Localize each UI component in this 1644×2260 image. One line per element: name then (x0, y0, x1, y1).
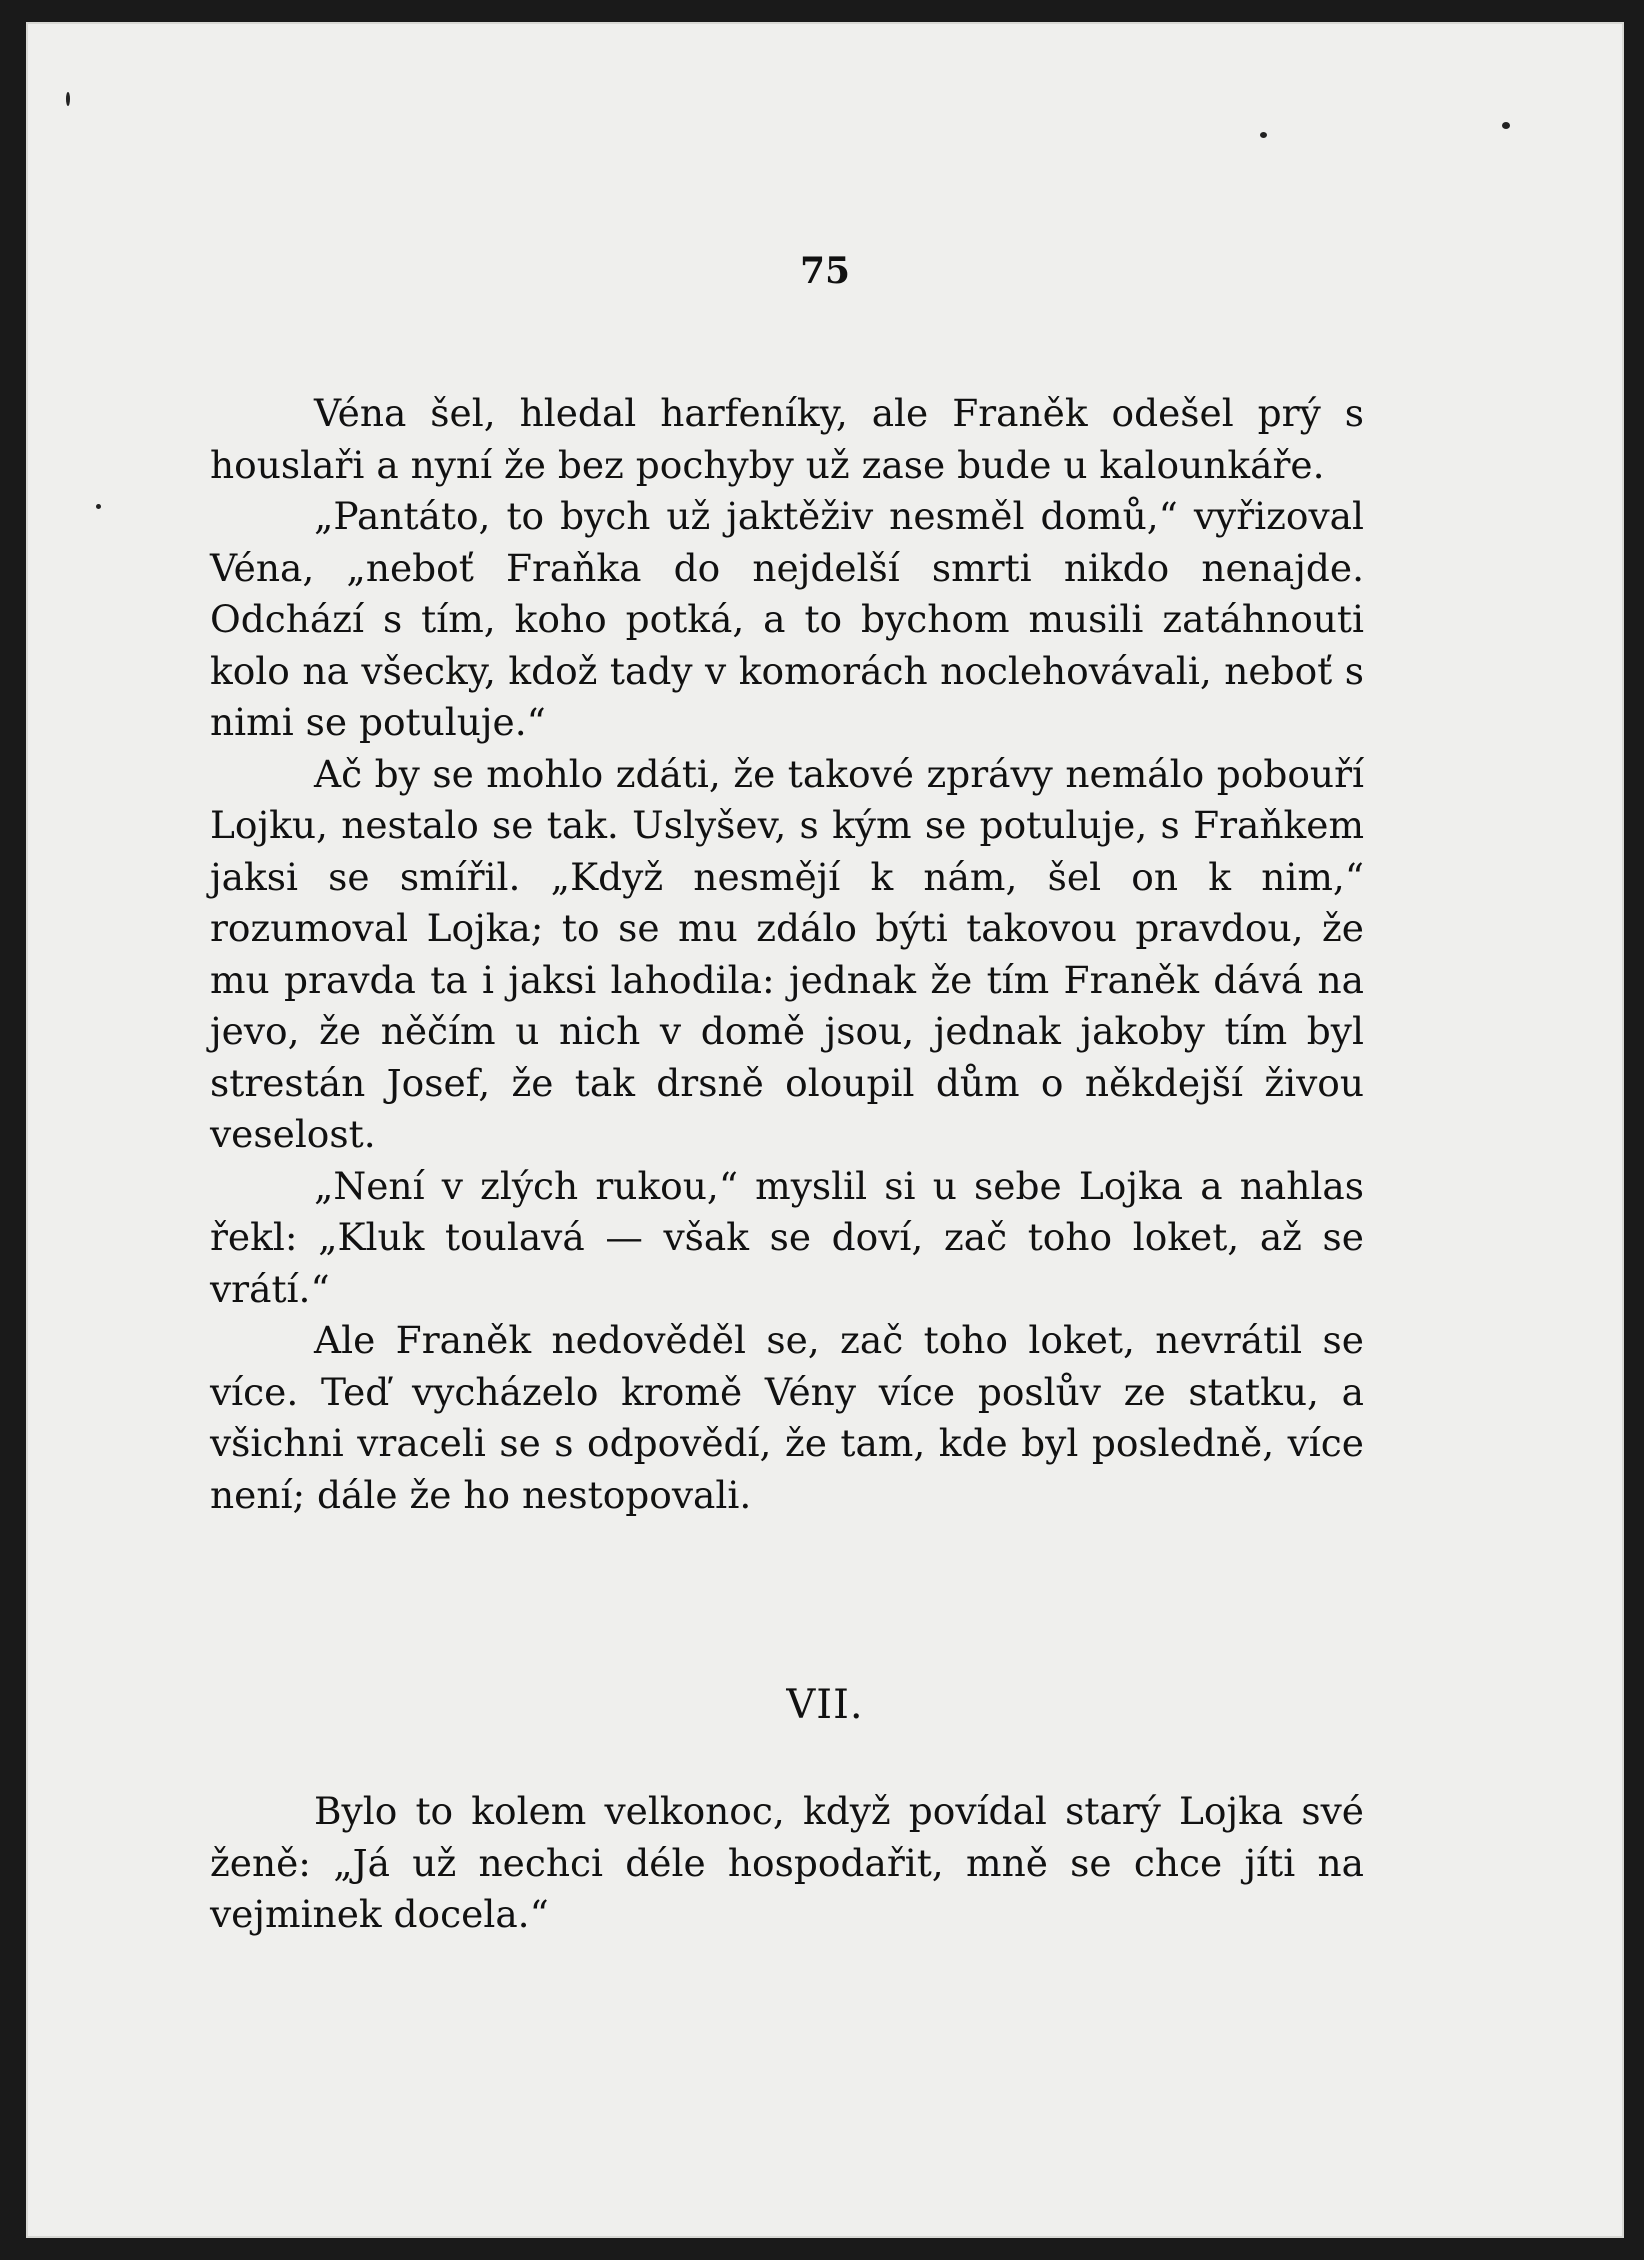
paragraph-2: „Pantáto, to bych už jaktěživ nesměl domů,“ vyřizoval Véna, „neboť Fraňka do nejdelší smrti nikdo nenajde. Odchází s tím, koho potká, a to bychom musili zatáhnouti kolo na všecky, kdož tady v komorách noclehovávali, neboť s nimi se potuluje.“ (210, 494, 1364, 744)
text-block-before-chapter (210, 388, 1364, 1521)
chapter-heading: VII. (786, 1682, 864, 1728)
book-page (26, 22, 1624, 2238)
paragraph-6: Bylo to kolem velkonoc, když povídal starý Lojka své ženě: „Já už nechci déle hospodařit, mně se chce jíti na vejminek docela.“ (210, 1789, 1364, 1936)
paragraph-3: Ač by se mohlo zdáti, že takové zprávy nemálo pobouří Lojku, nestalo se tak. Uslyšev, s kým se potuluje, s Fraňkem jaksi se smířil. „Když nesmějí k nám, šel on k nim,“ rozumoval Lojka; to se mu zdálo býti takovou pravdou, že mu pravda ta i jaksi lahodila: jednak že tím Franěk dává na jevo, že něčím u nich v domě jsou, jednak jakoby tím byl strestán Josef, že tak drsně oloupil dům o někdejší živou veselost. (210, 751, 1364, 1156)
scan-speck (1502, 122, 1510, 129)
text-block-after-chapter (210, 1786, 1364, 1941)
page-number: 75 (799, 250, 851, 292)
paragraph-1: Véna šel, hledal harfeníky, ale Franěk odešel prý s houslaři a nyní že bez pochyby už zase bude u kalounkáře. (210, 391, 1364, 487)
paragraph-4: „Není v zlých rukou,“ myslil si u sebe Lojka a nahlas řekl: „Kluk toulavá — však se doví, zač toho loket, až se vrátí.“ (210, 1163, 1364, 1311)
paragraph-5: Ale Franěk nedověděl se, zač toho loket, nevrátil se více. Teď vycházelo kromě Vény více poslův ze statku, a všichni vraceli se s odpovědí, že tam, kde byl posledně, více není; dále že ho nestopovali. (210, 1318, 1364, 1517)
scan-speck (1260, 132, 1267, 138)
scan-speck (96, 504, 101, 509)
scan-speck (66, 92, 70, 106)
